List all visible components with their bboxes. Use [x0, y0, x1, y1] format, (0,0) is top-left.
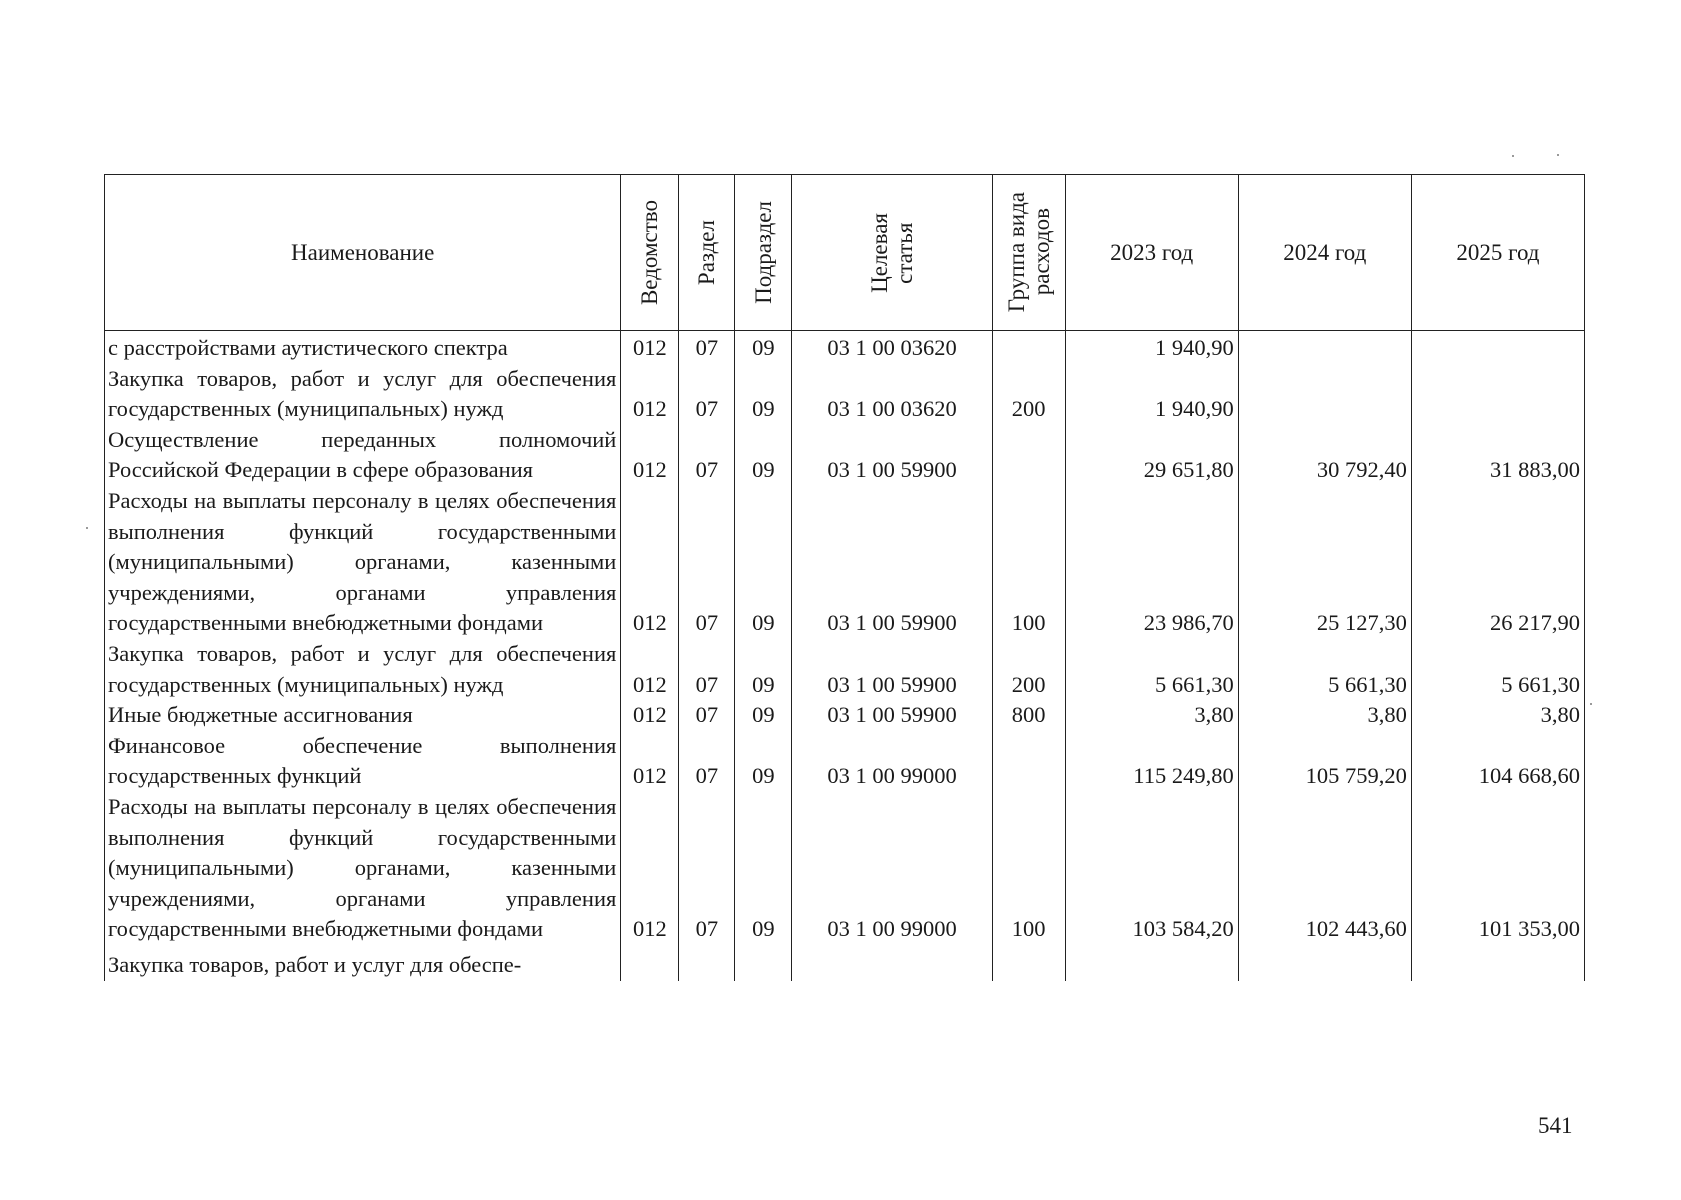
cell-celevaya-statya: 03 1 00 03620	[792, 331, 992, 364]
cell-2024	[1238, 331, 1411, 364]
cell-celevaya-statya: 03 1 00 03620	[792, 364, 992, 425]
cell-2025: 104 668,60	[1411, 731, 1584, 792]
table-header	[105, 175, 1585, 331]
cell-razdel: 07	[679, 425, 735, 486]
table-row	[105, 792, 1585, 945]
cell-vedomstvo: 012	[621, 700, 679, 731]
table-row	[105, 486, 1585, 639]
cell-2024: 25 127,30	[1238, 486, 1411, 639]
cell-name	[105, 425, 621, 486]
cell-podrazdel: 09	[735, 425, 792, 486]
budget-table-sheet	[104, 174, 1585, 1099]
table-row	[105, 425, 1585, 486]
cell-2023: 103 584,20	[1065, 792, 1238, 945]
header-gruppa-vida-text	[1004, 192, 1054, 312]
cell-name	[105, 639, 621, 700]
cell-podrazdel	[735, 945, 792, 981]
cell-vedomstvo	[621, 945, 679, 981]
cell-2023: 115 249,80	[1065, 731, 1238, 792]
cell-razdel: 07	[679, 731, 735, 792]
cell-razdel	[679, 945, 735, 981]
header-name-text: Наименование	[291, 239, 435, 265]
row-name-text: Финансовое обеспечение выполнения государственных функций	[108, 732, 617, 789]
cell-podrazdel: 09	[735, 731, 792, 792]
cell-2023	[1065, 945, 1238, 981]
header-2023-text: 2023 год	[1110, 239, 1194, 265]
header-vedomstvo	[621, 175, 679, 331]
cell-podrazdel: 09	[735, 639, 792, 700]
cell-2024: 30 792,40	[1238, 425, 1411, 486]
header-podrazdel	[735, 175, 792, 331]
cell-vedomstvo: 012	[621, 792, 679, 945]
table-row	[105, 639, 1585, 700]
cell-gruppa-vida	[992, 731, 1065, 792]
cell-razdel: 07	[679, 364, 735, 425]
cell-podrazdel: 09	[735, 700, 792, 731]
header-2024	[1238, 175, 1411, 331]
cell-2024: 5 661,30	[1238, 639, 1411, 700]
table-row	[105, 731, 1585, 792]
cell-celevaya-statya	[792, 945, 992, 981]
cell-2023: 29 651,80	[1065, 425, 1238, 486]
cell-celevaya-statya: 03 1 00 99000	[792, 731, 992, 792]
header-celevaya-statya-text	[867, 213, 917, 293]
cell-gruppa-vida: 100	[992, 486, 1065, 639]
cell-celevaya-statya: 03 1 00 59900	[792, 425, 992, 486]
cell-vedomstvo: 012	[621, 364, 679, 425]
table-row	[105, 331, 1585, 364]
cell-gruppa-vida: 200	[992, 639, 1065, 700]
cell-2024: 102 443,60	[1238, 792, 1411, 945]
cell-celevaya-statya: 03 1 00 99000	[792, 792, 992, 945]
header-razdel	[679, 175, 735, 331]
header-gruppa-vida	[992, 175, 1065, 331]
header-podrazdel-text: Подраздел	[750, 201, 776, 304]
cell-vedomstvo: 012	[621, 486, 679, 639]
cell-2023: 1 940,90	[1065, 364, 1238, 425]
cell-gruppa-vida: 200	[992, 364, 1065, 425]
cell-2024: 105 759,20	[1238, 731, 1411, 792]
row-name-text: Закупка товаров, работ и услуг для обеспечения государственных (муниципальных) нужд	[108, 365, 617, 422]
cell-2023: 23 986,70	[1065, 486, 1238, 639]
cell-gruppa-vida	[992, 945, 1065, 981]
cell-2023: 1 940,90	[1065, 331, 1238, 364]
cell-2025: 101 353,00	[1411, 792, 1584, 945]
cell-celevaya-statya: 03 1 00 59900	[792, 639, 992, 700]
cell-razdel: 07	[679, 792, 735, 945]
scan-speck	[1512, 155, 1514, 157]
table-body	[105, 331, 1585, 981]
scan-speck	[1557, 154, 1559, 156]
header-name	[105, 175, 621, 331]
cell-2025: 5 661,30	[1411, 639, 1584, 700]
header-2023	[1065, 175, 1238, 331]
header-2025-text: 2025 год	[1456, 239, 1540, 265]
header-celevaya-line2: статья	[892, 221, 917, 284]
cell-2023: 5 661,30	[1065, 639, 1238, 700]
cell-2024	[1238, 945, 1411, 981]
cell-gruppa-vida	[992, 425, 1065, 486]
cell-razdel: 07	[679, 486, 735, 639]
cell-name	[105, 486, 621, 639]
row-name-text: Иные бюджетные ассигнования	[108, 702, 413, 728]
cell-name	[105, 731, 621, 792]
cell-name	[105, 364, 621, 425]
row-name-text: Расходы на выплаты персоналу в целях обеспечения выполнения функций государственными (муниципальными) органами, казенными учреждениями, органами управления государственными внебюджетными фондами	[108, 793, 617, 942]
header-razdel-text: Раздел	[694, 219, 720, 286]
scan-speck	[86, 527, 88, 529]
header-2025	[1411, 175, 1584, 331]
table-row	[105, 700, 1585, 731]
cell-podrazdel: 09	[735, 486, 792, 639]
cell-2023: 3,80	[1065, 700, 1238, 731]
header-celevaya-statya	[792, 175, 992, 331]
row-name-text: Закупка товаров, работ и услуг для обеспе-	[108, 952, 522, 978]
header-gruppa-line1: Группа вида	[1003, 192, 1029, 313]
header-gruppa-line2: расходов	[1028, 208, 1054, 297]
cell-name	[105, 331, 621, 364]
row-name-text: Осуществление переданных полномочий Российской Федерации в сфере образования	[108, 426, 617, 483]
cell-razdel: 07	[679, 700, 735, 731]
cell-podrazdel: 09	[735, 792, 792, 945]
cell-vedomstvo: 012	[621, 331, 679, 364]
cell-vedomstvo: 012	[621, 639, 679, 700]
cell-name	[105, 792, 621, 945]
cell-podrazdel: 09	[735, 331, 792, 364]
header-2024-text: 2024 год	[1283, 239, 1367, 265]
header-celevaya-line1: Целевая	[867, 212, 892, 293]
cell-podrazdel: 09	[735, 364, 792, 425]
cell-2025	[1411, 331, 1584, 364]
page-number: 541	[1538, 1113, 1573, 1138]
cell-vedomstvo: 012	[621, 425, 679, 486]
cell-gruppa-vida	[992, 331, 1065, 364]
cell-2025: 26 217,90	[1411, 486, 1584, 639]
cell-name	[105, 945, 621, 981]
row-name-text: Расходы на выплаты персоналу в целях обеспечения выполнения функций государственными (муниципальными) органами, казенными учреждениями, органами управления государственными внебюджетными фондами	[108, 487, 617, 636]
cell-2024: 3,80	[1238, 700, 1411, 731]
row-name-text: с расстройствами аутистического спектра	[108, 335, 508, 360]
header-vedomstvo-text: Ведомство	[637, 199, 663, 306]
table-row	[105, 364, 1585, 425]
cell-2025	[1411, 364, 1584, 425]
scan-speck	[1590, 703, 1592, 705]
cell-vedomstvo: 012	[621, 731, 679, 792]
budget-table	[104, 174, 1585, 981]
cell-celevaya-statya: 03 1 00 59900	[792, 700, 992, 731]
cell-2025: 31 883,00	[1411, 425, 1584, 486]
cell-razdel: 07	[679, 639, 735, 700]
row-name-text: Закупка товаров, работ и услуг для обеспечения государственных (муниципальных) нужд	[108, 640, 617, 697]
cell-2024	[1238, 364, 1411, 425]
cell-gruppa-vida: 800	[992, 700, 1065, 731]
cell-razdel: 07	[679, 331, 735, 364]
cell-2025: 3,80	[1411, 700, 1584, 731]
cell-name	[105, 700, 621, 731]
cell-2025	[1411, 945, 1584, 981]
cell-gruppa-vida: 100	[992, 792, 1065, 945]
table-row	[105, 945, 1585, 981]
cell-celevaya-statya: 03 1 00 59900	[792, 486, 992, 639]
